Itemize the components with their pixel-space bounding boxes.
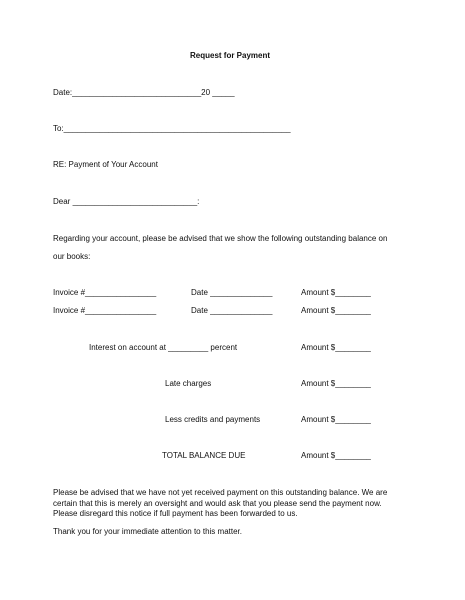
invoice-2-label: Invoice #________________ bbox=[53, 306, 157, 315]
credits-amount: Amount $________ bbox=[301, 415, 371, 424]
document-title: Request for Payment bbox=[190, 51, 271, 60]
regarding-line-2: our books: bbox=[53, 252, 91, 261]
invoice-2-amount: Amount $________ bbox=[301, 306, 371, 315]
interest-amount: Amount $________ bbox=[301, 343, 371, 352]
total-balance-amount: Amount $________ bbox=[301, 451, 371, 460]
regarding-line-1: Regarding your account, please be advised that we show the following outstanding balance on bbox=[53, 234, 388, 243]
late-charges-amount: Amount $________ bbox=[301, 379, 371, 388]
invoice-1-amount: Amount $________ bbox=[301, 288, 371, 297]
to-line: To:___________________________________________________ bbox=[53, 124, 291, 133]
invoice-1-label: Invoice #________________ bbox=[53, 288, 157, 297]
total-balance-line: TOTAL BALANCE DUE bbox=[162, 451, 246, 460]
dear-line: Dear ____________________________: bbox=[53, 197, 200, 206]
late-charges-line: Late charges bbox=[165, 379, 212, 388]
thanks-line: Thank you for your immediate attention to this matter. bbox=[53, 527, 242, 536]
re-line: RE: Payment of Your Account bbox=[53, 160, 158, 169]
invoice-1-date: Date ______________ bbox=[191, 288, 273, 297]
invoice-2-date: Date ______________ bbox=[191, 306, 273, 315]
interest-line: Interest on account at _________ percent bbox=[89, 343, 238, 352]
advised-paragraph: Please be advised that we have not yet received payment on this outstanding balance. We are certain that this is merely an oversight and would ask that you please send the payment now. Please disregard this notice if full payment has been forwarded to us. bbox=[53, 488, 388, 518]
date-line: Date:_____________________________20 _____ bbox=[53, 88, 235, 97]
credits-line: Less credits and payments bbox=[165, 415, 261, 424]
